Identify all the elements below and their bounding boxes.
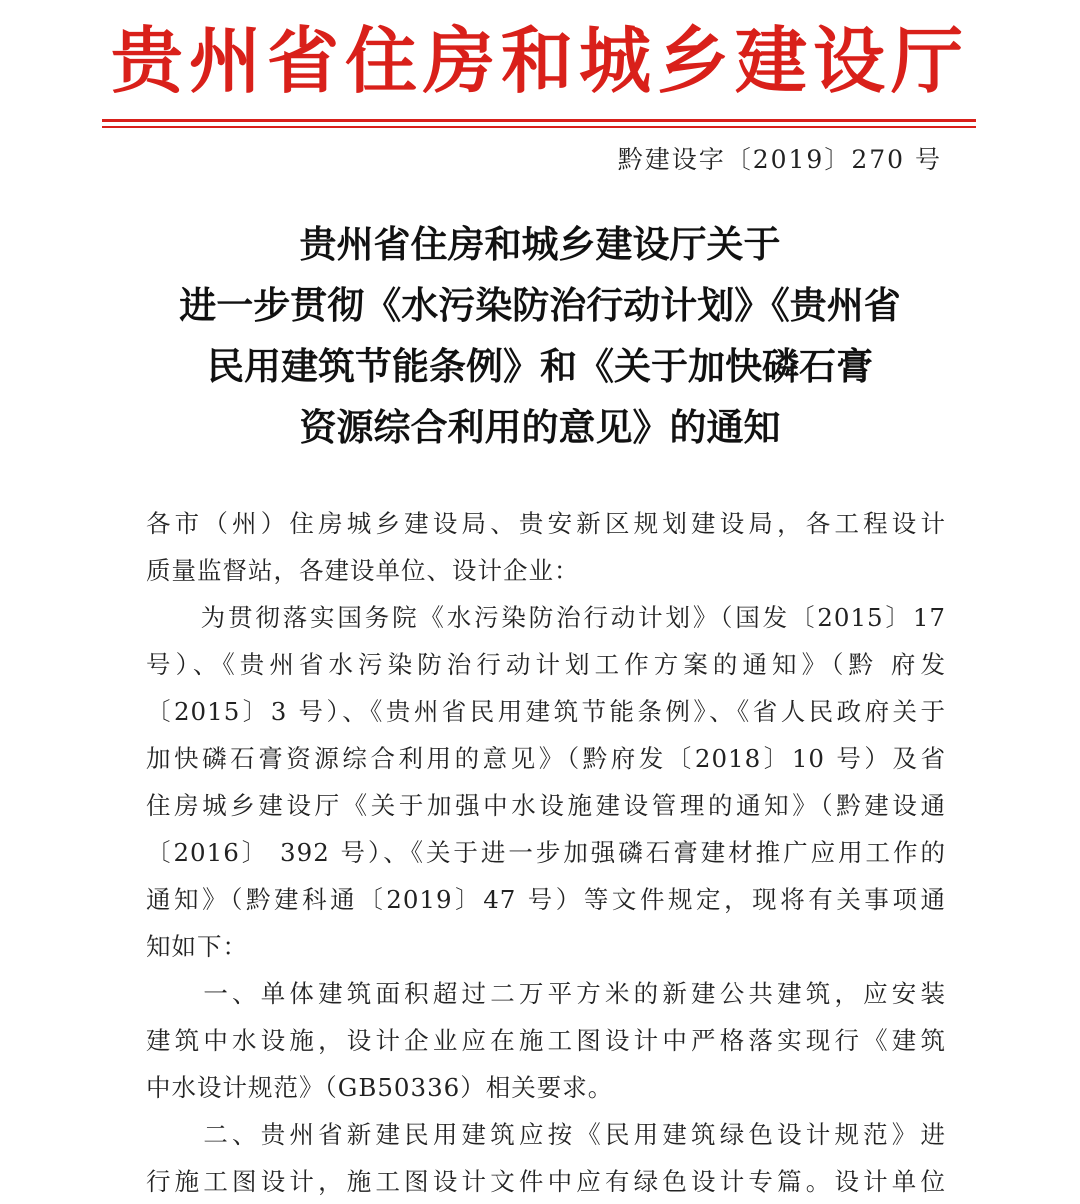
- body-line: 建筑中水设施，设计企业应在施工图设计中严格落实现行《建筑: [146, 1026, 946, 1055]
- document-title-line: 民用建筑节能条例》和《关于加快磷石膏: [207, 344, 873, 388]
- letterhead-rule-thick: [102, 119, 976, 122]
- document-title-line: 贵州省住房和城乡建设厅关于: [299, 222, 781, 266]
- document-title-line: 资源综合利用的意见》的通知: [299, 405, 781, 449]
- body-line: 通知》（黔建科通〔2019〕47 号）等文件规定，现将有关事项通: [146, 885, 946, 914]
- body-line: 〔2016〕 392 号）、《关于进一步加强磷石膏建材推广应用工作的: [146, 838, 946, 867]
- body-line: 号）、《贵州省水污染防治行动计划工作方案的通知》（黔 府发: [146, 650, 946, 679]
- body-line: 行施工图设计，施工图设计文件中应有绿色设计专篇。设计单位: [146, 1167, 946, 1196]
- document-number: 黔建设字〔2019〕270 号: [617, 145, 942, 174]
- body-line: 〔2015〕3 号）、《贵州省民用建筑节能条例》、《省人民政府关于: [146, 697, 946, 726]
- letterhead-title: 贵州省住房和城乡建设厅: [110, 18, 969, 103]
- body-line: 质量监督站，各建设单位、设计企业：: [146, 556, 580, 585]
- body-line: 二、贵州省新建民用建筑应按《民用建筑绿色设计规范》进: [146, 1120, 946, 1149]
- document-body: [146, 500, 946, 1204]
- document-title: [60, 214, 1020, 458]
- letterhead-rule-thin: [102, 126, 976, 128]
- body-line: 知如下：: [146, 932, 248, 961]
- body-line: 为贯彻落实国务院《水污染防治行动计划》（国发〔2015〕17: [146, 603, 946, 632]
- body-line: 各市（州）住房城乡建设局、贵安新区规划建设局，各工程设计: [146, 509, 946, 538]
- document-title-line: 进一步贯彻《水污染防治行动计划》《贵州省: [179, 283, 901, 327]
- body-line: 加快磷石膏资源综合利用的意见》（黔府发〔2018〕10 号）及省: [146, 744, 946, 773]
- body-line: 中水设计规范》（GB50336）相关要求。: [146, 1073, 614, 1102]
- body-line: 一、单体建筑面积超过二万平方米的新建公共建筑，应安装: [146, 979, 946, 1008]
- body-line: 住房城乡建设厅《关于加强中水设施建设管理的通知》（黔建设通: [146, 791, 946, 820]
